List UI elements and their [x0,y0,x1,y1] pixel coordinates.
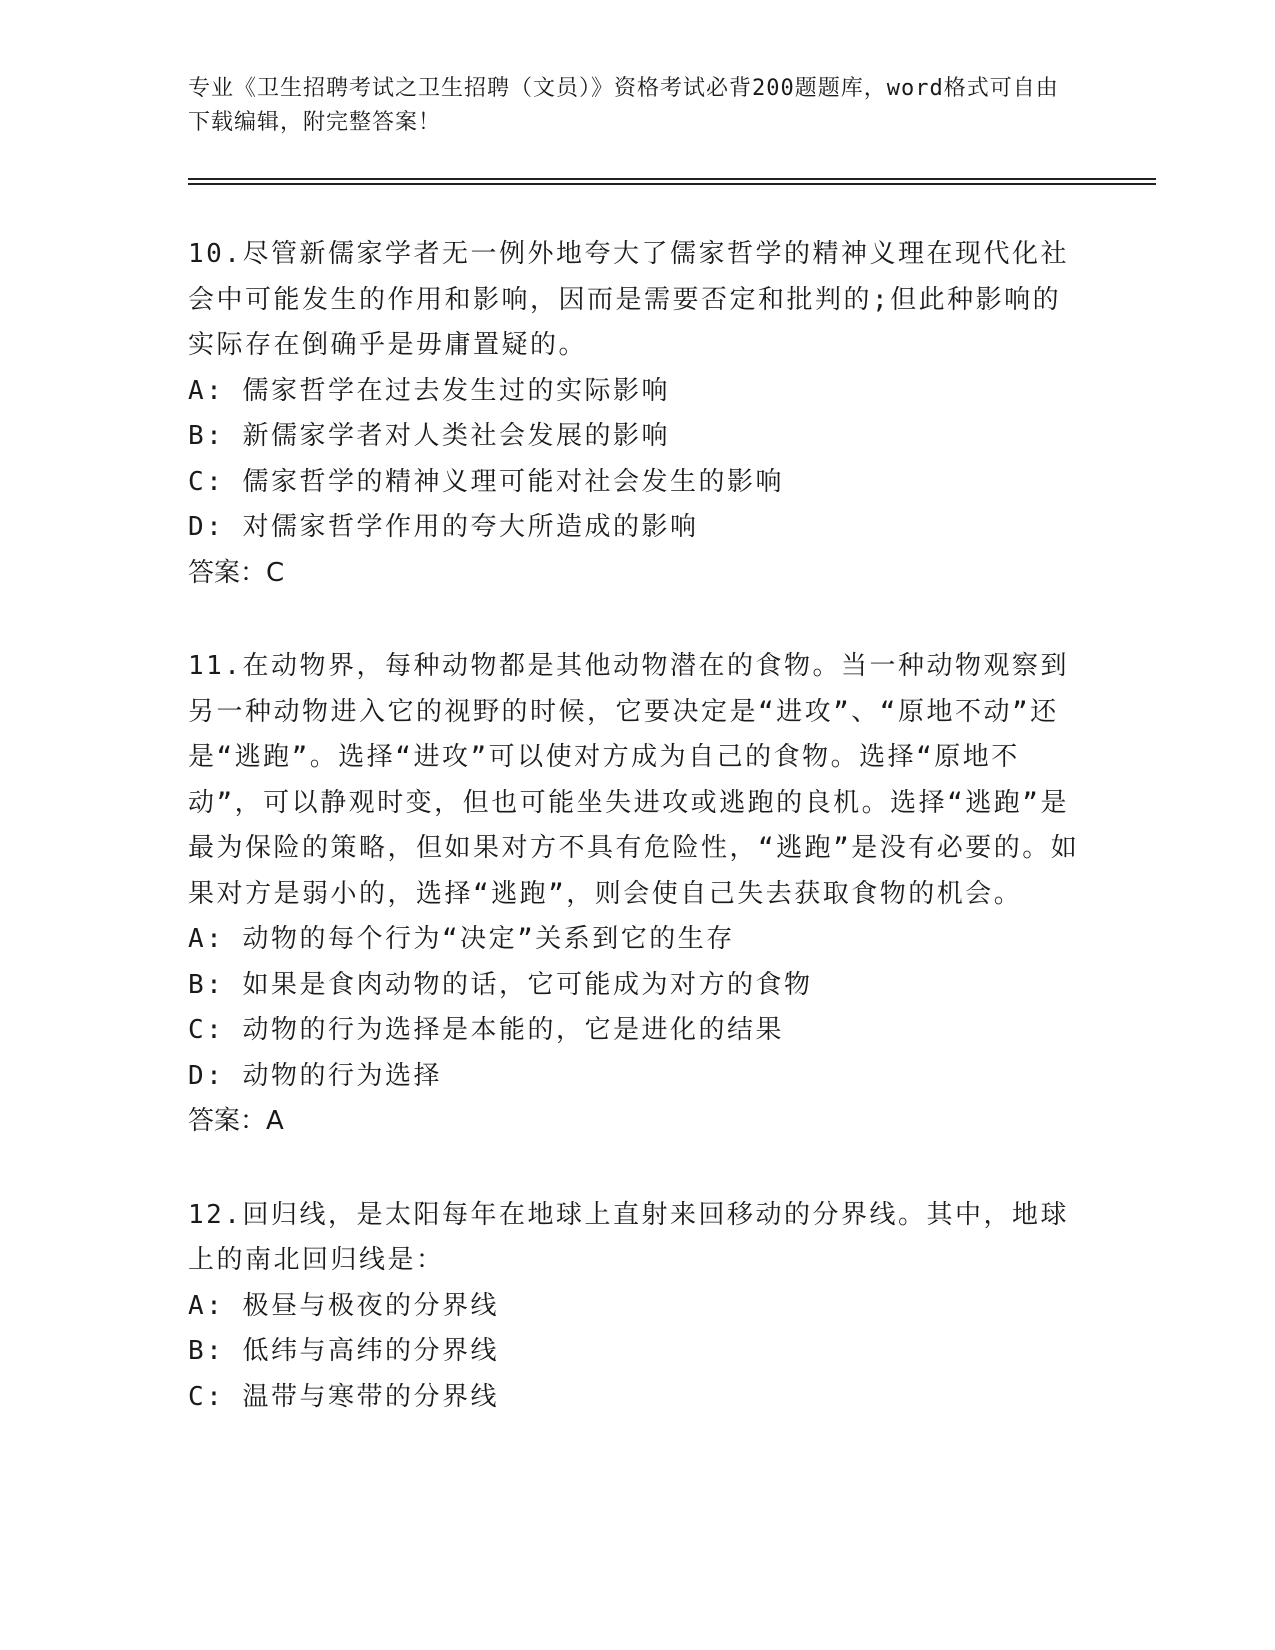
option-d: D: 对儒家哲学作用的夸大所造成的影响 [188,512,699,542]
option-d: D: 动物的行为选择 [188,1060,442,1091]
option-a: A: 动物的每个行为“决定”关系到它的生存 [188,924,735,954]
answer-line: 答案：A [188,1106,284,1136]
header-divider-bottom [188,183,1156,185]
option-c: C: 动物的行为选择是本能的，它是进化的结果 [188,1015,784,1045]
option-c: C: 儒家哲学的精神义理可能对社会发生的影响 [188,466,784,497]
header-divider-top [188,178,1156,180]
option-c: C: 温带与寒带的分界线 [188,1381,499,1412]
question-stem: 10.尽管新儒家学者无一例外地夸大了儒家哲学的精神义理在现代化社会中可能发生的作用和影响，因而是需要否定和批判的;但此种影响的实际存在倒确乎是毋庸置疑的。 [188,239,1069,360]
question-11 [188,644,1088,1145]
option-b: B: 新儒家学者对人类社会发展的影响 [188,421,670,451]
option-a: A: 极昼与极夜的分界线 [188,1290,499,1321]
option-a: A: 儒家哲学在过去发生过的实际影响 [188,375,670,406]
question-stem: 11.在动物界，每种动物都是其他动物潜在的食物。当一种动物观察到另一种动物进入它的视野的时候，它要决定是“进攻”、“原地不动”还是“逃跑”。选择“进攻”可以使对方成为自己的食物。选择“原地不动”，可以静观时变，但也可能坐失进攻或逃跑的良机。选择“逃跑”是最为保险的策略，但如果对方不具有危险性，“逃跑”是没有必要的。如果对方是弱小的，选择“逃跑”，则会使自己失去获取食物的机会。 [188,651,1080,909]
header-title: 专业《卫生招聘考试之卫生招聘（文员）》资格考试必背200题题库，word格式可自由下载编辑，附完整答案！ [188,76,1059,135]
page-header [188,72,1078,140]
question-12 [188,1193,1088,1421]
option-b: B: 低纬与高纬的分界线 [188,1336,499,1366]
option-b: B: 如果是食肉动物的话，它可能成为对方的食物 [188,969,813,1000]
question-list [188,232,1088,1468]
answer-line: 答案：C [188,557,285,588]
question-stem: 12.回归线，是太阳每年在地球上直射来回移动的分界线。其中，地球上的南北回归线是： [188,1199,1069,1275]
question-10 [188,232,1088,596]
